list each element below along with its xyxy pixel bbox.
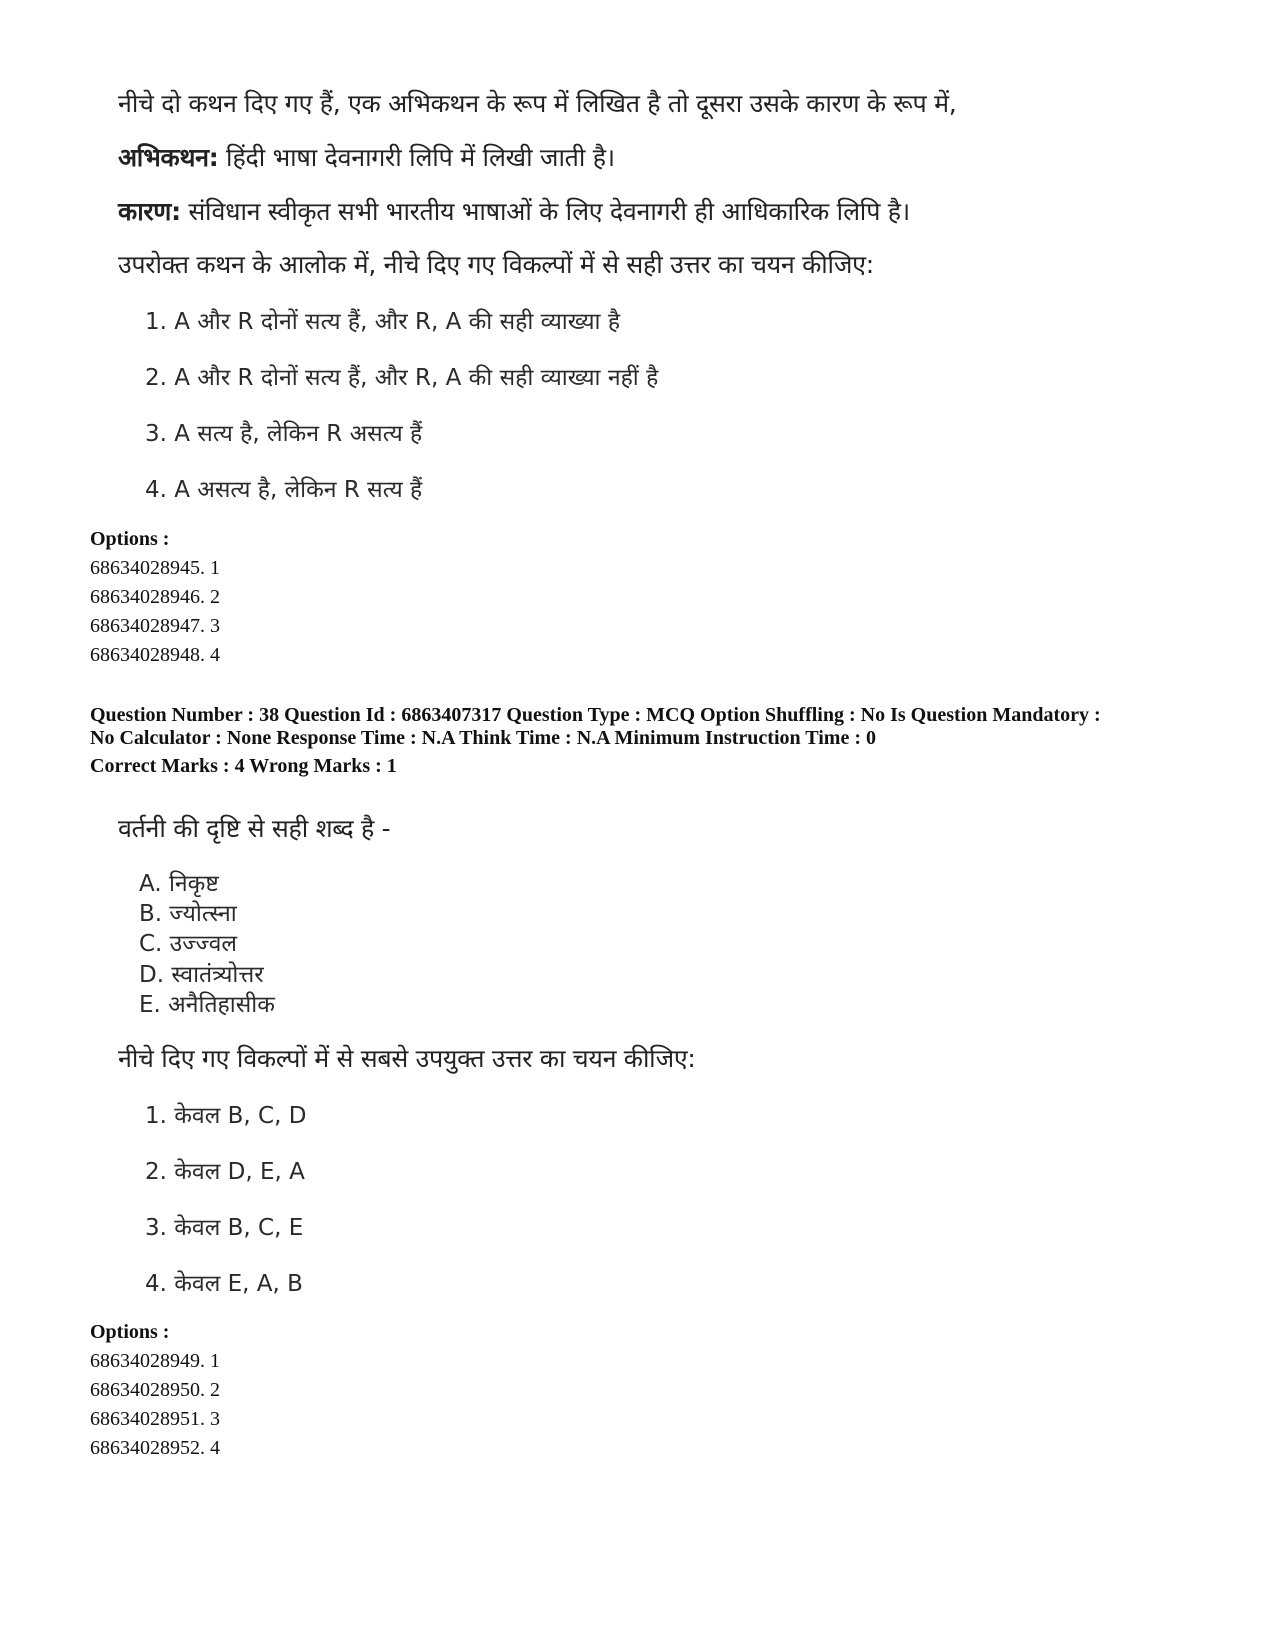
q37-choice-2: 2. A और R दोनों सत्य हैं, और R, A की सही व्याख्या नहीं है (145, 365, 659, 391)
q37-intro: नीचे दो कथन दिए गए हैं, एक अभिकथन के रूप में लिखित है तो दूसरा उसके कारण के रूप में, (118, 89, 957, 118)
assertion-label: अभिकथन: (118, 143, 219, 172)
reason-label: कारण: (118, 197, 181, 226)
q37-choice-1: 1. A और R दोनों सत्य हैं, और R, A की सही व्याख्या है (145, 309, 621, 335)
q38-instruction: नीचे दिए गए विकल्पों में से सबसे उपयुक्त उत्तर का चयन कीजिए: (118, 1044, 696, 1073)
option-id: 68634028948. 4 (90, 644, 220, 666)
q38-choice-3: 3. केवल B, C, E (145, 1215, 304, 1241)
q37-instruction: उपरोक्त कथन के आलोक में, नीचे दिए गए विकल्पों में से सही उत्तर का चयन कीजिए: (118, 250, 874, 279)
q37-options-label: Options : (90, 528, 170, 550)
q38-question: वर्तनी की दृष्टि से सही शब्द है - (118, 814, 391, 843)
q38-word-e: E. अनैतिहासीक (139, 992, 275, 1018)
option-id: 68634028951. 3 (90, 1408, 220, 1430)
assertion-text: हिंदी भाषा देवनागरी लिपि में लिखी जाती है। (218, 143, 615, 172)
q38-choice-2: 2. केवल D, E, A (145, 1159, 305, 1185)
q38-options-label: Options : (90, 1321, 170, 1343)
option-id: 68634028946. 2 (90, 586, 220, 608)
q38-word-b: B. ज्योत्स्ना (139, 901, 237, 927)
q37-choice-4: 4. A असत्य है, लेकिन R सत्य हैं (145, 477, 423, 503)
q37-assertion (118, 140, 615, 174)
option-id: 68634028947. 3 (90, 615, 220, 637)
option-id: 68634028950. 2 (90, 1379, 220, 1401)
reason-text: संविधान स्वीकृत सभी भारतीय भाषाओं के लिए देवनागरी ही आधिकारिक लिपि है। (180, 197, 910, 226)
q38-choice-1: 1. केवल B, C, D (145, 1103, 307, 1129)
q38-marks: Correct Marks : 4 Wrong Marks : 1 (90, 755, 397, 777)
q37-reason (118, 194, 910, 228)
q38-word-c: C. उज्ज्वल (139, 931, 237, 957)
option-id: 68634028945. 1 (90, 557, 220, 579)
q38-choice-4: 4. केवल E, A, B (145, 1271, 303, 1297)
q38-meta-line-2: No Calculator : None Response Time : N.A Think Time : N.A Minimum Instruction Time : 0 (90, 727, 876, 749)
q37-options-list (90, 554, 220, 670)
q38-word-a: A. निकृष्ट (139, 871, 219, 897)
q38-word-d: D. स्वातंत्र्योत्तर (139, 962, 264, 988)
q37-choice-3: 3. A सत्य है, लेकिन R असत्य हैं (145, 421, 423, 447)
option-id: 68634028949. 1 (90, 1350, 220, 1372)
q38-options-list (90, 1347, 220, 1463)
option-id: 68634028952. 4 (90, 1437, 220, 1459)
q38-meta-line-1: Question Number : 38 Question Id : 6863407317 Question Type : MCQ Option Shuffling : No Is Question Mandatory : (90, 704, 1101, 726)
